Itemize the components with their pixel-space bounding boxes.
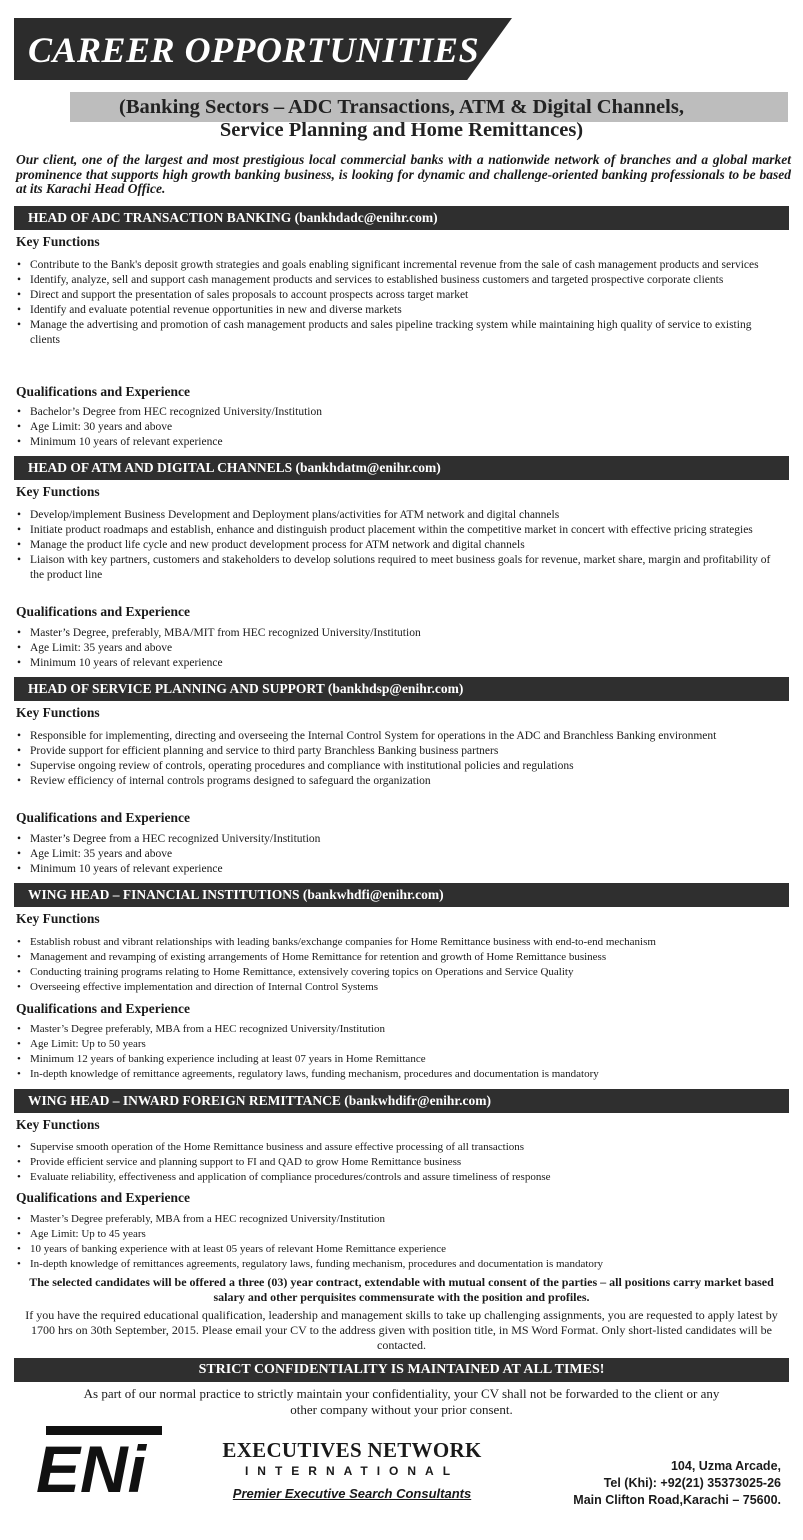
eni-logo [32, 1422, 172, 1502]
list-item: • Supervise smooth operation of the Home Remittance business and assure effective processing of all transactions [16, 1140, 776, 1155]
list-item: • Evaluate reliability, effectiveness and application of compliance procedures/controls and assure timeliness of response [16, 1170, 776, 1185]
page-subtitle [0, 96, 803, 142]
list-item: • In-depth knowledge of remittances agreements, regulatory laws, funding mechanism, procedures and documentation is mandatory [16, 1257, 776, 1272]
key-functions-list-inward-remittance [16, 1140, 776, 1185]
address-line-2: Main Clifton Road,Karachi – 75600. [573, 1493, 781, 1507]
list-item: • Master’s Degree preferably, MBA from a HEC recognized University/Institution [16, 1212, 776, 1227]
list-item: • Review efficiency of internal controls programs designed to safeguard the organization [16, 774, 776, 789]
list-item: • Develop/implement Business Development and Deployment plans/activities for ATM network and digital channels [16, 508, 776, 523]
list-item: • Direct and support the presentation of sales proposals to account prospects across target market [16, 288, 776, 303]
firm-tagline: Premier Executive Search Consultants [232, 1486, 472, 1501]
page-title: CAREER OPPORTUNITIES [28, 30, 480, 70]
list-item: • Master’s Degree preferably, MBA from a HEC recognized University/Institution [16, 1022, 776, 1037]
list-item: • Responsible for implementing, directing and overseeing the Internal Control System for operations in the ADC and Branchless Banking environment [16, 729, 776, 744]
key-functions-list-adc [16, 258, 776, 348]
qualifications-list-adc [16, 405, 776, 450]
position-header-service-planning: HEAD OF SERVICE PLANNING AND SUPPORT (bankhdsp@enihr.com) [14, 677, 789, 701]
list-item: • Minimum 10 years of relevant experience [16, 862, 776, 877]
list-item: • Provide support for efficient planning and service to third party Branchless Banking business partners [16, 744, 776, 759]
qualifications-heading: Qualifications and Experience [16, 384, 191, 399]
list-item: • 10 years of banking experience with at least 05 years of relevant Home Remittance experience [16, 1242, 776, 1257]
subtitle-line-1: (Banking Sectors – ADC Transactions, ATM & Digital Channels, [119, 96, 684, 118]
list-item: • Age Limit: Up to 45 years [16, 1227, 776, 1242]
list-item: • Identify and evaluate potential revenue opportunities in new and diverse markets [16, 303, 776, 318]
list-item: • Manage the product life cycle and new product development process for ATM network and digital channels [16, 538, 776, 553]
key-functions-list-atm [16, 508, 776, 583]
key-functions-heading: Key Functions [16, 234, 100, 249]
list-item: • Provide efficient service and planning support to FI and QAD to grow Home Remittance business [16, 1155, 776, 1170]
qualifications-heading: Qualifications and Experience [16, 810, 191, 825]
list-item: • Management and revamping of existing arrangements of Home Remittance for retention and growth of Home Remittance business [16, 950, 776, 965]
position-header-atm: HEAD OF ATM AND DIGITAL CHANNELS (bankhdatm@enihr.com) [14, 456, 789, 480]
list-item: • Supervise ongoing review of controls, operating procedures and compliance with institutional policies and regulations [16, 759, 776, 774]
key-functions-list-financial-institutions [16, 935, 776, 995]
confidentiality-text: As part of our normal practice to strictly maintain your confidentiality, your CV shall not be forwarded to the client or any other company without your prior consent. [83, 1386, 720, 1417]
list-item: • Age Limit: 35 years and above [16, 641, 776, 656]
list-item: • Identify, analyze, sell and support cash management products and services to established business customers and targeted prospective corporate clients [16, 273, 776, 288]
list-item: • Establish robust and vibrant relationships with leading banks/exchange companies for Home Remittance business with end-to-end mechanism [16, 935, 776, 950]
list-item: • Bachelor’s Degree from HEC recognized University/Institution [16, 405, 776, 420]
list-item: • In-depth knowledge of remittance agreements, regulatory laws, funding mechanism, procedures and documentation is mandatory [16, 1067, 776, 1082]
list-item: • Minimum 10 years of relevant experience [16, 656, 776, 671]
confidentiality-heading: STRICT CONFIDENTIALITY IS MAINTAINED AT ALL TIMES! [14, 1358, 789, 1382]
qualifications-heading: Qualifications and Experience [16, 604, 191, 619]
key-functions-heading: Key Functions [16, 705, 100, 720]
qualifications-list-service-planning [16, 832, 776, 877]
list-item: • Minimum 12 years of banking experience including at least 07 years in Home Remittance [16, 1052, 776, 1067]
list-item: • Contribute to the Bank's deposit growth strategies and goals enabling significant incremental revenue from the sale of cash management products and services [16, 258, 776, 273]
firm-subname: INTERNATIONAL [244, 1464, 460, 1478]
list-item: • Master’s Degree from a HEC recognized University/Institution [16, 832, 776, 847]
qualifications-list-atm [16, 626, 776, 671]
address-phone: Tel (Khi): +92(21) 35373025-26 [603, 1476, 781, 1490]
list-item: • Master’s Degree, preferably, MBA/MIT from HEC recognized University/Institution [16, 626, 776, 641]
qualifications-list-financial-institutions [16, 1022, 776, 1082]
list-item: • Conducting training programs relating to Home Remittance, extensively covering topics on Operations and Service Quality [16, 965, 776, 980]
qualifications-heading: Qualifications and Experience [16, 1001, 191, 1016]
position-header-adc: HEAD OF ADC TRANSACTION BANKING (bankhdadc@enihr.com) [14, 206, 789, 230]
list-item: • Age Limit: 35 years and above [16, 847, 776, 862]
list-item: • Liaison with key partners, customers and stakeholders to develop solutions required to meet business goals for revenue, market share, margin and profitability of the product line [16, 553, 776, 583]
contact-address [481, 1458, 781, 1509]
qualifications-heading: Qualifications and Experience [16, 1190, 191, 1205]
subtitle-line-2: Service Planning and Home Remittances) [219, 119, 584, 141]
list-item: • Age Limit: Up to 50 years [16, 1037, 776, 1052]
logo-text: ENi [36, 1432, 147, 1502]
key-functions-heading: Key Functions [16, 484, 100, 499]
application-instructions: If you have the required educational qualification, leadership and management skills to take up challenging assignments, you are requested to apply latest by 1700 hrs on 30th September, 2015. Please email your CV to the address given with position title, in MS Word Format. Only short-listed candidates will be contacted. [25, 1308, 778, 1352]
key-functions-heading: Key Functions [16, 911, 100, 926]
list-item: • Manage the advertising and promotion of cash management products and sales pipeline tracking system while maintaining high quality of service to existing clients [16, 318, 776, 348]
firm-name: EXECUTIVES NETWORK [222, 1438, 482, 1462]
list-item: • Age Limit: 30 years and above [16, 420, 776, 435]
address-line-1: 104, Uzma Arcade, [670, 1459, 781, 1473]
list-item: • Minimum 10 years of relevant experience [16, 435, 776, 450]
list-item: • Overseeing effective implementation and direction of Internal Control Systems [16, 980, 776, 995]
list-item: • Initiate product roadmaps and establish, enhance and distinguish product placement within the competitive market in concert with effective pricing strategies [16, 523, 776, 538]
contract-terms: The selected candidates will be offered a three (03) year contract, extendable with mutual consent of the parties – all positions carry market based salary and other perquisites commensurate with the position and profiles. [29, 1275, 774, 1304]
position-header-inward-remittance: WING HEAD – INWARD FOREIGN REMITTANCE (bankwhdifr@enihr.com) [14, 1089, 789, 1113]
position-header-financial-institutions: WING HEAD – FINANCIAL INSTITUTIONS (bankwhdfi@enihr.com) [14, 883, 789, 907]
qualifications-list-inward-remittance [16, 1212, 776, 1272]
key-functions-heading: Key Functions [16, 1117, 100, 1132]
key-functions-list-service-planning [16, 729, 776, 789]
intro-paragraph: Our client, one of the largest and most prestigious local commercial banks with a nationwide network of branches and a global market prominence that supports high growth banking business, is looking for dynamic and challenge-oriented banking professionals to be based at its Karachi Head Office. [16, 152, 791, 196]
